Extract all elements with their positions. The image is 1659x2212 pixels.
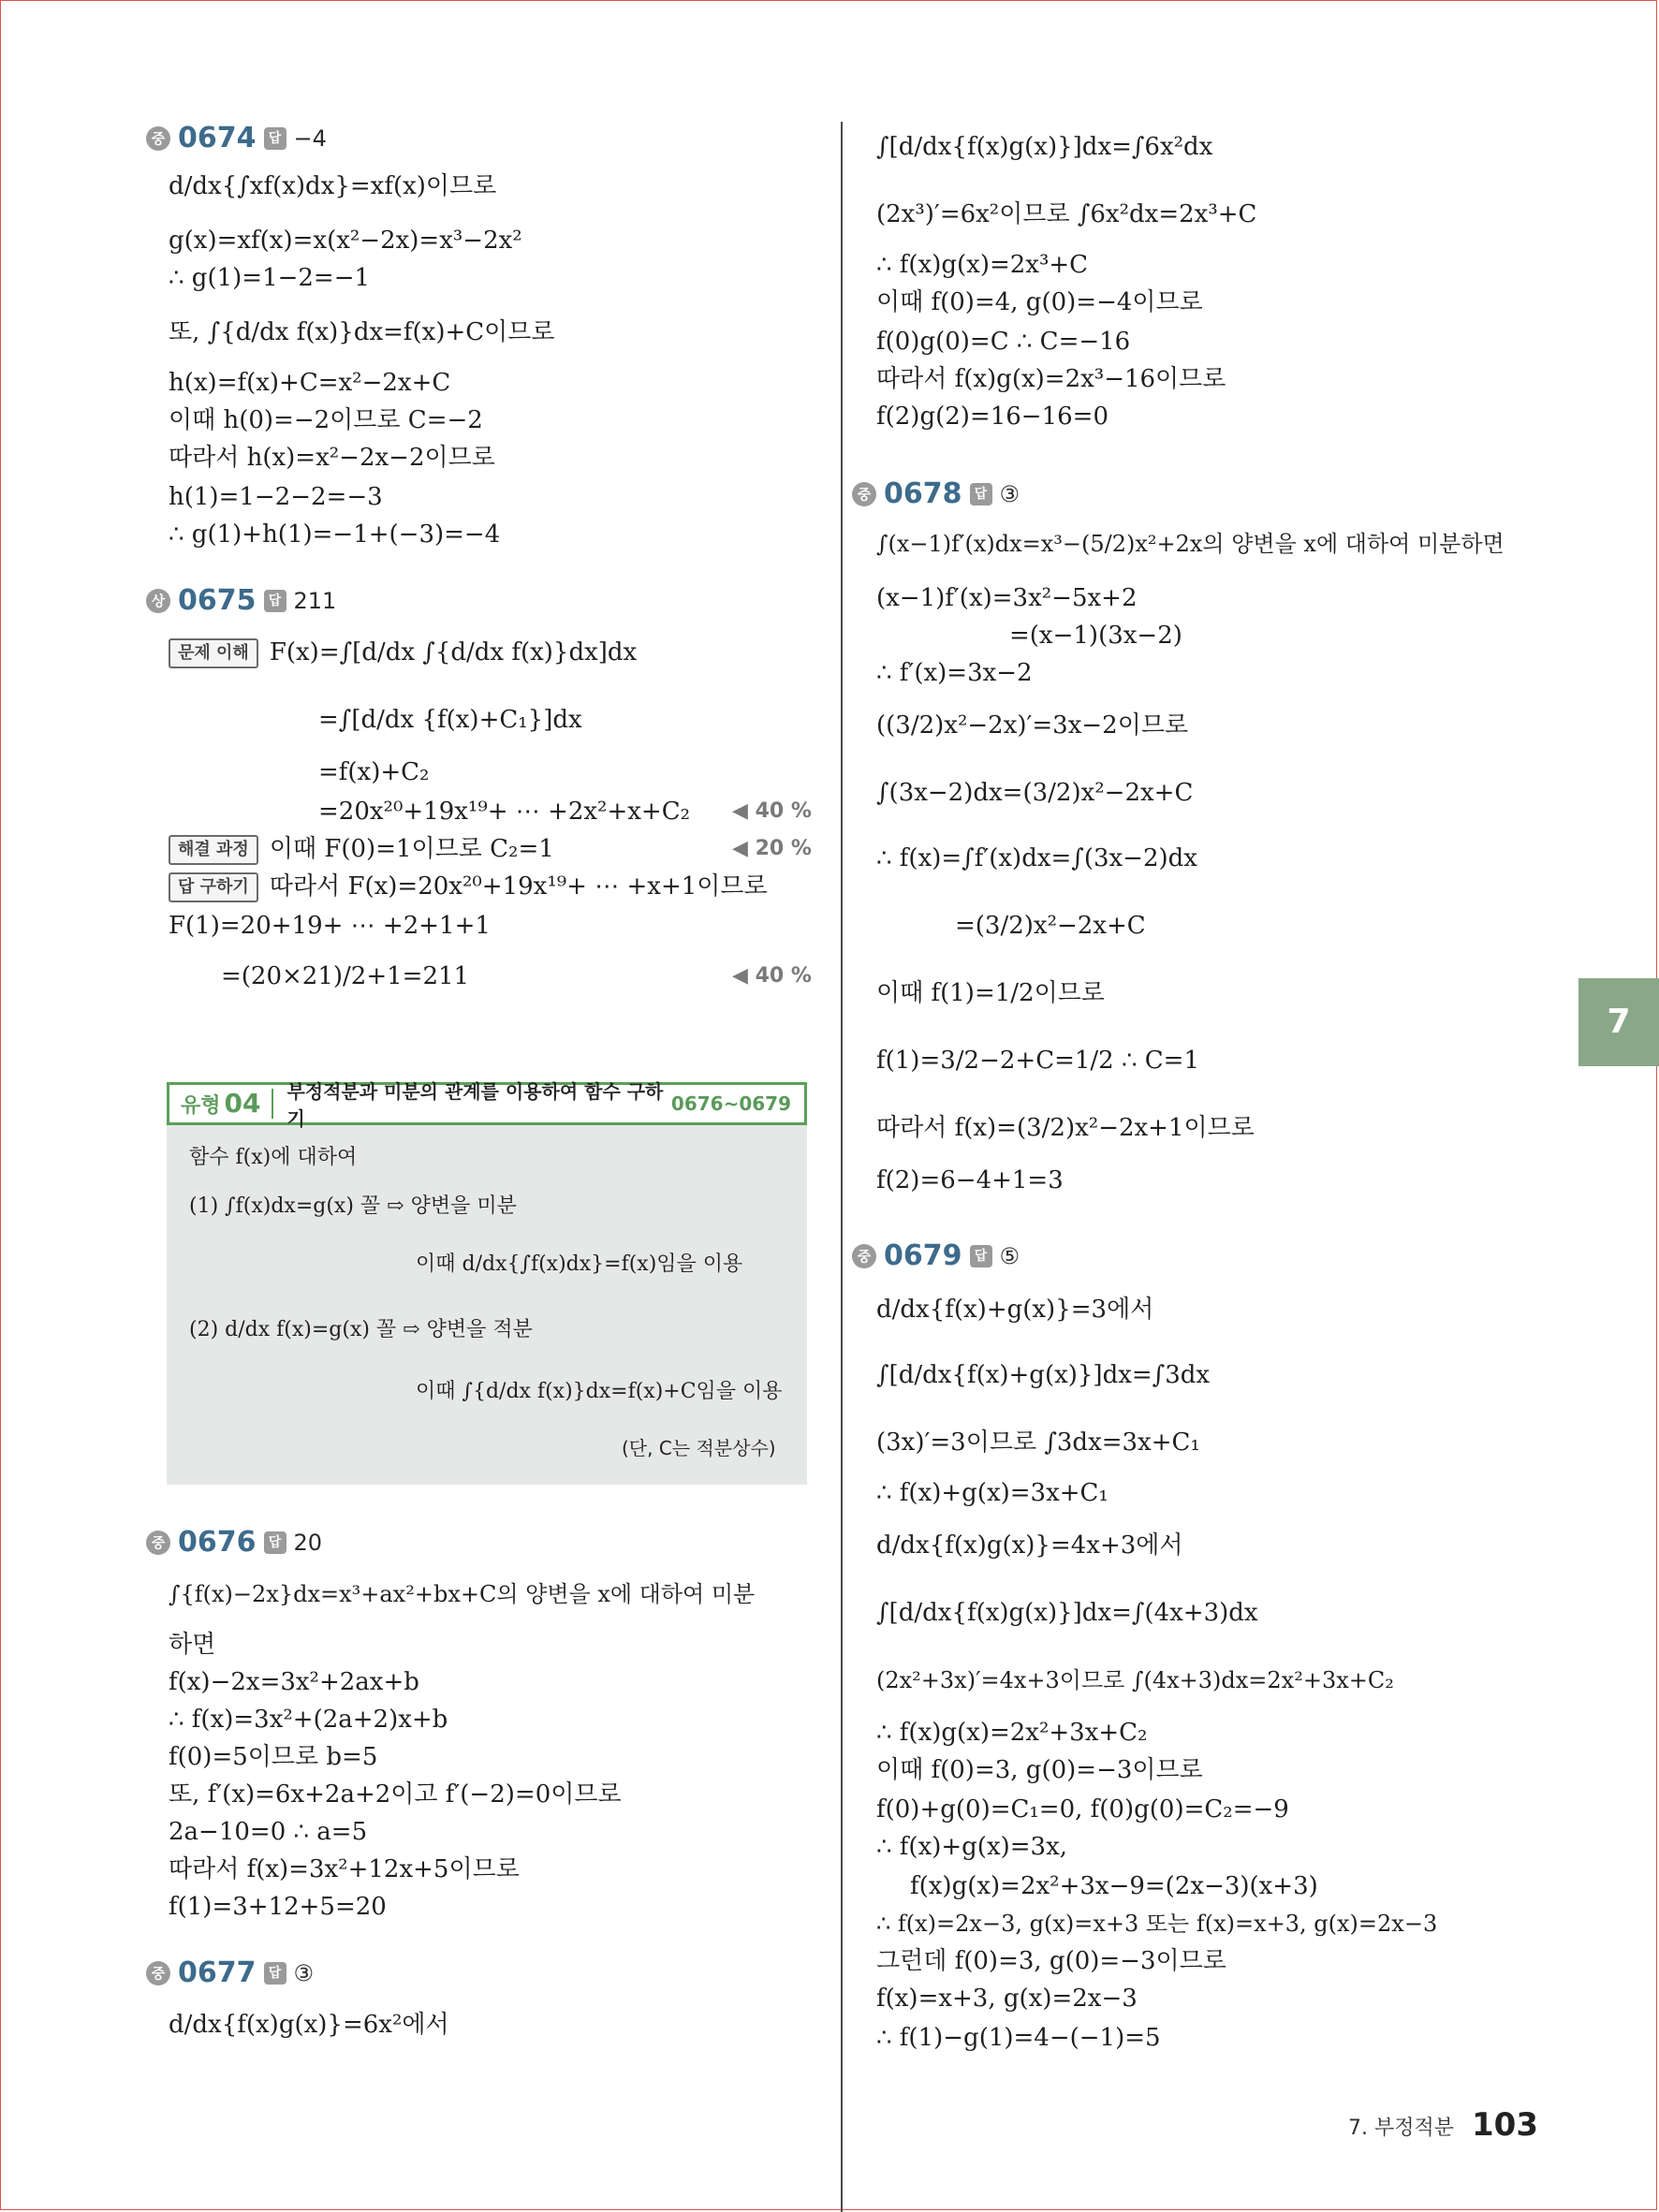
solution-line: d/dx{∫xf(x)dx}=xf(x)이므로 — [169, 172, 497, 200]
solution-line: 또, ∫{d/dx f(x)}dx=f(x)+C이므로 — [169, 318, 555, 346]
solution-line: 따라서 f(x)g(x)=2x³−16이므로 — [876, 365, 1226, 393]
solution-line: f(x)−2x=3x²+2ax+b — [169, 1668, 419, 1696]
answer-label: 답 — [970, 1245, 992, 1267]
solution-line: ∴ f(x)=2x−3, g(x)=x+3 또는 f(x)=x+3, g(x)=2x−3 — [876, 1911, 1438, 1937]
solution-line: 따라서 h(x)=x²−2x−2이므로 — [169, 444, 495, 472]
solution-line: ∴ g(1)+h(1)=−1+(−3)=−4 — [169, 520, 501, 549]
solution-line: ∫{f(x)−2x}dx=x³+ax²+bx+C의 양변을 x에 대하여 미분 — [169, 1581, 756, 1607]
solution-line: d/dx{f(x)g(x)}=6x²에서 — [169, 2011, 449, 2039]
answer-label: 답 — [264, 590, 286, 612]
problem-number: 0678 — [884, 477, 962, 510]
solution-line: 그런데 f(0)=3, g(0)=−3이므로 — [876, 1947, 1226, 1975]
solution-line: ∴ f(x)g(x)=2x²+3x+C₂ — [876, 1719, 1148, 1747]
solution-line: ∫(3x−2)dx=(3/2)x²−2x+C — [876, 779, 1194, 807]
footer-chapter-title: 7. 부정적분 — [1348, 2117, 1454, 2140]
difficulty-badge: 중 — [852, 1244, 876, 1268]
solution-line: 2a−10=0 ∴ a=5 — [169, 1818, 368, 1846]
solution-line: ∴ g(1)=1−2=−1 — [169, 264, 371, 292]
solution-line — [169, 637, 637, 668]
column-divider — [841, 122, 843, 2212]
step-tag: 답 구하기 — [169, 872, 258, 902]
answer-value: ③ — [999, 480, 1020, 507]
solution-line: 이때 f(1)=1/2이므로 — [876, 979, 1105, 1007]
answer-value: 211 — [293, 587, 337, 614]
solution-line: ∴ f(1)−g(1)=4−(−1)=5 — [876, 2024, 1161, 2052]
solution-line: f(0)=5이므로 b=5 — [169, 1743, 378, 1771]
solution-line: 이때 f(0)=4, g(0)=−4이므로 — [876, 288, 1203, 316]
solution-line: F(1)=20+19+ ⋯ +2+1+1 — [169, 912, 491, 940]
step-tag: 해결 과정 — [169, 835, 258, 865]
score-percent: ◀ 20 % — [732, 837, 812, 860]
solution-line: 따라서 f(x)=3x²+12x+5이므로 — [169, 1855, 520, 1883]
problem-number: 0677 — [178, 1956, 257, 1989]
solution-line: ((3/2)x²−2x)′=3x−2이므로 — [876, 711, 1189, 740]
problem-header-0676 — [146, 1526, 322, 1559]
problem-header-0679 — [852, 1239, 1020, 1272]
score-percent: ◀ 40 % — [732, 799, 812, 823]
solution-line: ∴ f(x)g(x)=2x³+C — [876, 251, 1089, 279]
solution-line: ∴ f(x)+g(x)=3x, — [876, 1833, 1068, 1861]
type-line: 이때 d/dx{∫f(x)dx}=f(x)임을 이용 — [416, 1252, 743, 1276]
type-title: 부정적분과 미분의 관계를 이용하여 함수 구하기 — [286, 1080, 664, 1130]
problem-number: 0674 — [178, 122, 257, 154]
type-header — [167, 1080, 807, 1130]
solution-line: 하면 — [169, 1631, 216, 1659]
solution-line: 이때 h(0)=−2이므로 C=−2 — [169, 406, 483, 434]
solution-line: h(x)=f(x)+C=x²−2x+C — [169, 369, 451, 397]
type-line: (1) ∫f(x)dx=g(x) 꼴 ⇨ 양변을 미분 — [189, 1194, 517, 1218]
type-line: 이때 ∫{d/dx f(x)}dx=f(x)+C임을 이용 — [416, 1380, 783, 1403]
solution-line: ∴ f(x)+g(x)=3x+C₁ — [876, 1479, 1108, 1507]
solution-line: f(1)=3+12+5=20 — [169, 1893, 387, 1921]
difficulty-badge: 중 — [146, 1961, 170, 1985]
solution-line: f(0)+g(0)=C₁=0, f(0)g(0)=C₂=−9 — [876, 1795, 1289, 1824]
answer-label: 답 — [264, 1962, 286, 1985]
difficulty-badge: 중 — [852, 482, 876, 506]
solution-line: f(2)=6−4+1=3 — [876, 1166, 1064, 1194]
solution-line: (3x)′=3이므로 ∫3dx=3x+C₁ — [876, 1428, 1200, 1457]
answer-value: ⑤ — [999, 1242, 1020, 1269]
difficulty-badge: 상 — [146, 589, 170, 613]
difficulty-badge: 중 — [146, 126, 170, 151]
solution-line: ∫(x−1)f′(x)dx=x³−(5/2)x²+2x의 양변을 x에 대하여 미분하면 — [876, 531, 1505, 557]
solution-line: (2x²+3x)′=4x+3이므로 ∫(4x+3)dx=2x²+3x+C₂ — [876, 1667, 1394, 1693]
solution-line: d/dx{f(x)+g(x)}=3에서 — [876, 1296, 1154, 1324]
equation-text: 이때 F(0)=1이므로 C₂=1 — [269, 835, 554, 863]
answer-value: ③ — [293, 1959, 315, 1986]
solution-line: f(1)=3/2−2+C=1/2 ∴ C=1 — [876, 1047, 1200, 1075]
step-tag: 문제 이해 — [169, 638, 258, 668]
solution-line: 또, f′(x)=6x+2a+2이고 f′(−2)=0이므로 — [169, 1780, 622, 1809]
answer-value: 20 — [293, 1529, 323, 1556]
page-number: 103 — [1472, 2106, 1538, 2144]
score-percent: ◀ 40 % — [732, 964, 812, 988]
answer-label: 답 — [970, 483, 992, 505]
solution-line: =(3/2)x²−2x+C — [955, 912, 1146, 940]
solution-line: 따라서 f(x)=(3/2)x²−2x+1이므로 — [876, 1114, 1255, 1142]
problem-header-0678 — [852, 477, 1020, 510]
difficulty-badge: 중 — [146, 1531, 170, 1555]
solution-line: f(x)=x+3, g(x)=2x−3 — [876, 1985, 1138, 2013]
solution-line — [169, 871, 768, 902]
problem-header-0674 — [146, 122, 327, 154]
answer-label: 답 — [264, 1531, 286, 1554]
solution-line: f(x)g(x)=2x²+3x−9=(2x−3)(x+3) — [910, 1872, 1318, 1900]
solution-line: h(1)=1−2−2=−3 — [169, 483, 383, 511]
solution-line: ∴ f(x)=3x²+(2a+2)x+b — [169, 1706, 448, 1734]
solution-line: ∫[d/dx{f(x)g(x)}]dx=∫(4x+3)dx — [876, 1599, 1258, 1627]
type-summary-box — [167, 1082, 807, 1485]
solution-line: (x−1)f′(x)=3x²−5x+2 — [876, 584, 1138, 612]
equation-text: F(x)=∫[d/dx ∫{d/dx f(x)}dx]dx — [269, 638, 638, 667]
solution-line: ∴ f(x)=∫f′(x)dx=∫(3x−2)dx — [876, 844, 1197, 872]
type-line: 함수 f(x)에 대하여 — [189, 1146, 358, 1169]
solution-line: f(0)g(0)=C ∴ C=−16 — [876, 328, 1131, 356]
problem-header-0677 — [146, 1956, 314, 1989]
type-line: (단, C는 적분상수) — [622, 1437, 776, 1459]
problem-header-0675 — [146, 584, 336, 617]
solution-line: d/dx{f(x)g(x)}=4x+3에서 — [876, 1531, 1183, 1560]
solution-line: =20x²⁰+19x¹⁹+ ⋯ +2x²+x+C₂ — [318, 798, 691, 826]
equation-text: 따라서 F(x)=20x²⁰+19x¹⁹+ ⋯ +x+1이므로 — [269, 872, 768, 901]
solution-line: =f(x)+C₂ — [318, 758, 430, 786]
chapter-side-tab[interactable]: 7 — [1578, 978, 1659, 1066]
problem-number: 0676 — [178, 1526, 257, 1559]
answer-value: −4 — [293, 125, 327, 152]
solution-line: 이때 f(0)=3, g(0)=−3이므로 — [876, 1756, 1203, 1784]
solution-line: g(x)=xf(x)=x(x²−2x)=x³−2x² — [169, 227, 522, 255]
problem-number: 0679 — [884, 1239, 962, 1272]
type-number: 04 — [225, 1089, 274, 1119]
type-label: 유형 — [181, 1093, 221, 1118]
problem-number: 0675 — [178, 584, 257, 617]
solution-line: ∫[d/dx{f(x)g(x)}]dx=∫6x²dx — [876, 133, 1213, 161]
solution-line: f(2)g(2)=16−16=0 — [876, 403, 1108, 431]
solution-line: =(x−1)(3x−2) — [1009, 622, 1182, 650]
solution-line: =∫[d/dx {f(x)+C₁}]dx — [318, 706, 582, 734]
answer-label: 답 — [264, 127, 286, 150]
solution-line — [169, 833, 554, 865]
solution-line: ∴ f′(x)=3x−2 — [876, 659, 1033, 687]
solution-line: (2x³)′=6x²이므로 ∫6x²dx=2x³+C — [876, 200, 1257, 228]
type-line: (2) d/dx f(x)=g(x) 꼴 ⇨ 양변을 적분 — [189, 1318, 533, 1341]
type-range: 0676~0679 — [670, 1092, 791, 1115]
solution-line: ∫[d/dx{f(x)+g(x)}]dx=∫3dx — [876, 1361, 1211, 1389]
solution-line: =(20×21)/2+1=211 — [221, 962, 470, 990]
